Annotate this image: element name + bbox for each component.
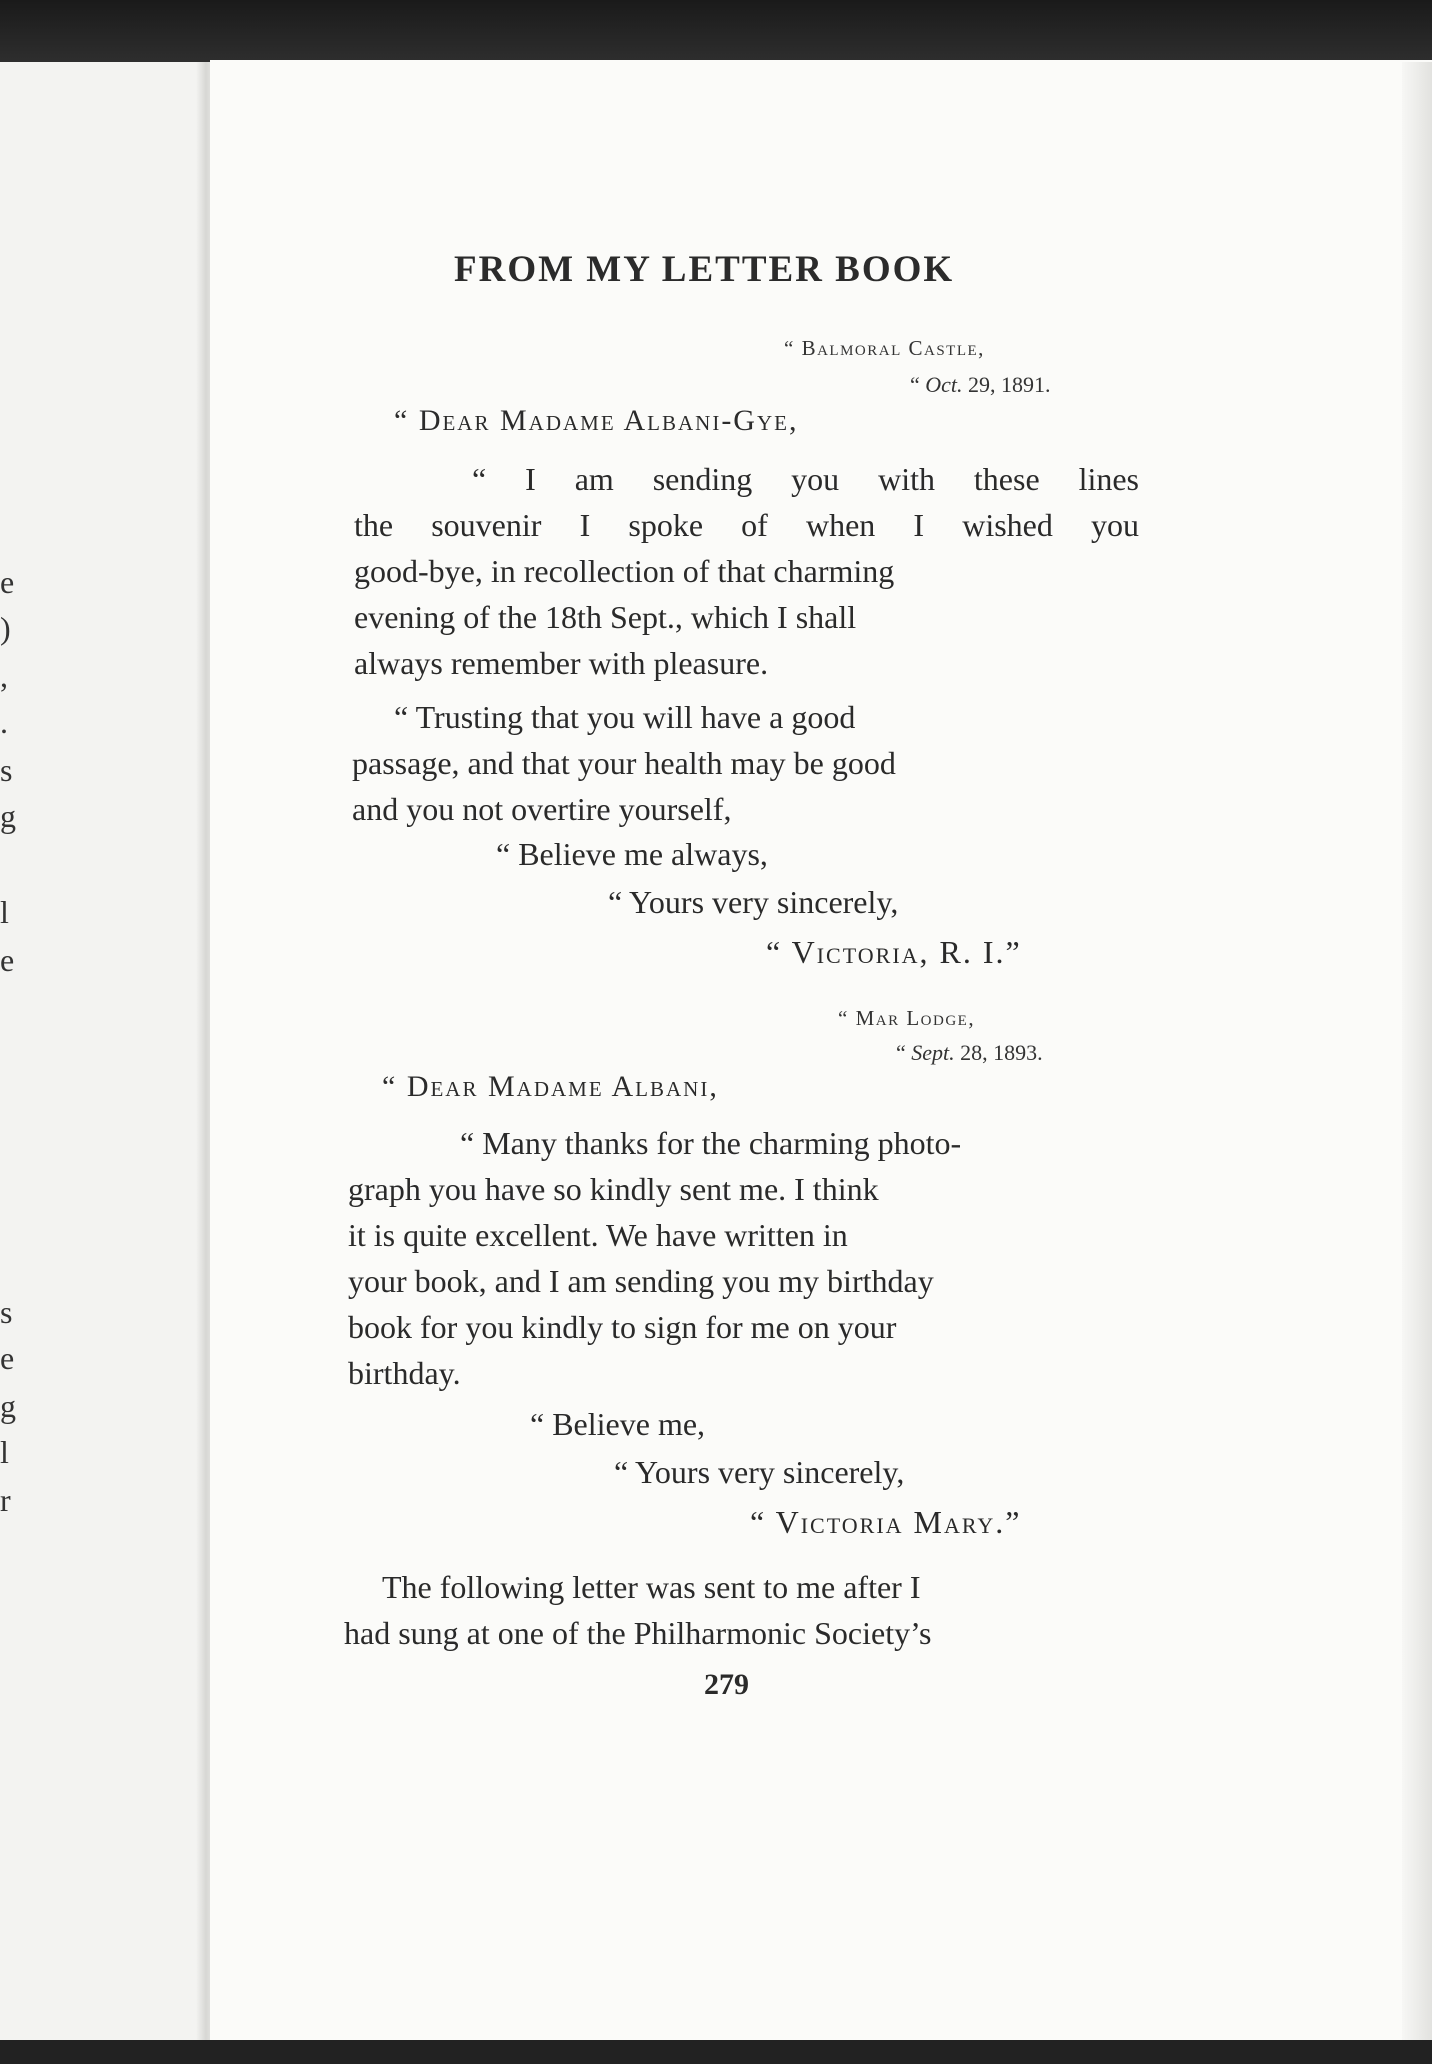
left-fragment: e: [0, 1340, 15, 1376]
letter1-paragraph2: [352, 694, 1137, 832]
letter1-paragraph1: [354, 456, 1139, 686]
following-paragraph: [344, 1564, 1134, 1656]
text-line: evening of the 18th Sept., which I shall: [354, 599, 857, 635]
text-line: “ Many thanks for the charming photo-: [460, 1125, 962, 1161]
text-line: the souvenir I spoke of when I wished you: [354, 507, 1139, 543]
left-fragment: l: [0, 894, 9, 930]
letter2-closing2: “ Yours very sincerely,: [614, 1454, 905, 1490]
left-fragment: l: [0, 1434, 9, 1470]
left-page-text-fragments: [0, 0, 30, 2064]
left-fragment: s: [0, 1294, 13, 1330]
letter1-closing2: “ Yours very sincerely,: [608, 884, 899, 920]
left-fragment: g: [0, 798, 16, 834]
text-line: The following letter was sent to me after I: [382, 1569, 921, 1605]
letter2-closing1: “ Believe me,: [530, 1406, 706, 1442]
text-line: had sung at one of the Philharmonic Society’s: [344, 1615, 932, 1651]
text-line: “ Trusting that you will have a good: [394, 699, 856, 735]
text-line: “ I am sending you with these lines: [472, 461, 1139, 497]
book-cover-bottom: [0, 2040, 1432, 2064]
letter2-salutation: “ Dear Madame Albani,: [382, 1070, 719, 1103]
book-cover-top: [0, 0, 1432, 62]
letter1-date: [910, 372, 1051, 398]
letter2-paragraph1: [348, 1120, 1133, 1396]
date-month: Sept.: [911, 1040, 955, 1065]
text-line: birthday.: [348, 1355, 461, 1391]
letter1-signature: “ Victoria, R. I.”: [766, 934, 1022, 970]
text-line: passage, and that your health may be good: [352, 745, 896, 781]
page-edge: [1402, 62, 1432, 2052]
text-line: it is quite excellent. We have written in: [348, 1217, 848, 1253]
letter2-place: “ Mar Lodge,: [838, 1006, 976, 1030]
left-fragment: e: [0, 564, 15, 600]
date-month: Oct.: [925, 372, 963, 397]
date-quote: “: [910, 372, 920, 397]
left-fragment: g: [0, 1388, 16, 1424]
text-line: good-bye, in recollection of that charming: [354, 553, 895, 589]
letter2-date: [896, 1040, 1043, 1066]
text-line: your book, and I am sending you my birthday: [348, 1263, 934, 1299]
letter1-closing1: “ Believe me always,: [496, 836, 768, 872]
letter1-place: “ Balmoral Castle,: [784, 336, 985, 360]
left-fragment: ): [0, 610, 11, 646]
text-line: graph you have so kindly sent me. I think: [348, 1171, 879, 1207]
letter2-signature: “ Victoria Mary.”: [750, 1504, 1022, 1540]
text-line: always remember with pleasure.: [354, 645, 769, 681]
text-line: and you not overtire yourself,: [352, 791, 732, 827]
letter1-salutation: “ Dear Madame Albani-Gye,: [394, 404, 799, 437]
date-rest: 29, 1891.: [968, 372, 1051, 397]
left-page: [0, 62, 210, 2052]
date-rest: 28, 1893.: [960, 1040, 1043, 1065]
text-line: book for you kindly to sign for me on your: [348, 1309, 897, 1345]
left-fragment: s: [0, 752, 13, 788]
left-fragment: e: [0, 942, 15, 978]
page-title: FROM MY LETTER BOOK: [454, 249, 955, 290]
left-fragment: .: [0, 704, 8, 740]
date-quote: “: [896, 1040, 906, 1065]
left-fragment: ,: [0, 658, 8, 694]
page-number: 279: [704, 1668, 749, 1701]
left-fragment: r: [0, 1482, 11, 1518]
